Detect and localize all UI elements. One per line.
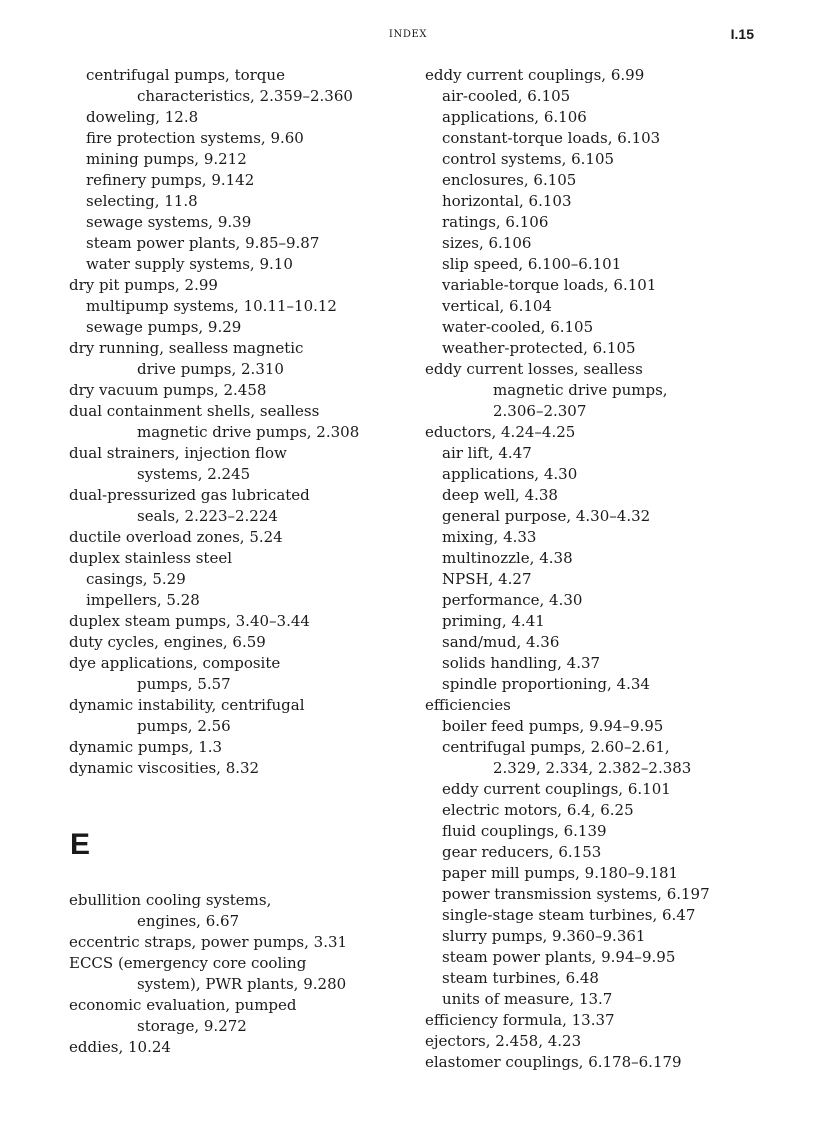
index-subentry: applications, 4.30 xyxy=(442,465,578,483)
index-entry-continuation: 2.306–2.307 xyxy=(493,402,587,420)
index-entry-continuation: drive pumps, 2.310 xyxy=(137,360,284,378)
index-subentry: mixing, 4.33 xyxy=(442,528,537,546)
index-entry: elastomer couplings, 6.178–6.179 xyxy=(425,1053,682,1071)
section-letter-heading: E xyxy=(70,828,91,861)
index-entry: economic evaluation, pumped xyxy=(69,996,297,1014)
index-subentry: refinery pumps, 9.142 xyxy=(86,171,255,189)
index-subentry: selecting, 11.8 xyxy=(86,192,198,210)
index-subentry: steam power plants, 9.85–9.87 xyxy=(86,234,320,252)
running-header-title: INDEX xyxy=(388,29,428,40)
index-subentry: horizontal, 6.103 xyxy=(442,192,572,210)
index-subentry: sand/mud, 4.36 xyxy=(442,633,560,651)
index-subentry: variable-torque loads, 6.101 xyxy=(442,276,657,294)
index-subentry: single-stage steam turbines, 6.47 xyxy=(442,906,696,924)
index-entry: eddy current losses, sealless xyxy=(425,360,643,378)
index-subentry: air-cooled, 6.105 xyxy=(442,87,571,105)
index-entry-continuation: pumps, 5.57 xyxy=(137,675,231,693)
index-entry-continuation: magnetic drive pumps, xyxy=(493,381,668,399)
index-subentry: sizes, 6.106 xyxy=(442,234,532,252)
index-entry: dual strainers, injection flow xyxy=(69,444,287,462)
index-subentry: paper mill pumps, 9.180–9.181 xyxy=(442,864,679,882)
index-entries-e-continued xyxy=(425,65,770,1073)
index-subentry: steam turbines, 6.48 xyxy=(442,969,599,987)
index-entry: dynamic instability, centrifugal xyxy=(69,696,305,714)
index-subentry: applications, 6.106 xyxy=(442,108,587,126)
index-subentry: slurry pumps, 9.360–9.361 xyxy=(442,927,646,945)
index-column-right xyxy=(425,65,770,1073)
index-entries-d-continued xyxy=(69,65,414,779)
index-subentry: NPSH, 4.27 xyxy=(442,570,532,588)
index-column-left xyxy=(69,65,414,1058)
index-entry: duplex stainless steel xyxy=(69,549,233,567)
index-subentry: priming, 4.41 xyxy=(442,612,545,630)
index-entry: eddy current couplings, 6.99 xyxy=(425,66,645,84)
index-entry-continuation: systems, 2.245 xyxy=(137,465,251,483)
index-subentry: control systems, 6.105 xyxy=(442,150,615,168)
index-entry-continuation: magnetic drive pumps, 2.308 xyxy=(137,423,360,441)
index-entries-e xyxy=(69,890,414,1058)
index-entry: dry vacuum pumps, 2.458 xyxy=(69,381,267,399)
index-subentry: impellers, 5.28 xyxy=(86,591,200,609)
index-entry: ebullition cooling systems, xyxy=(69,891,272,909)
index-subentry: gear reducers, 6.153 xyxy=(442,843,602,861)
index-subentry: sewage pumps, 9.29 xyxy=(86,318,242,336)
index-subentry: mining pumps, 9.212 xyxy=(86,150,247,168)
index-subentry: casings, 5.29 xyxy=(86,570,186,588)
index-subentry: centrifugal pumps, 2.60–2.61, xyxy=(442,738,670,756)
index-subentry: deep well, 4.38 xyxy=(442,486,558,504)
index-entry: ejectors, 2.458, 4.23 xyxy=(425,1032,582,1050)
index-entry: efficiencies xyxy=(425,696,511,714)
index-subentry: solids handling, 4.37 xyxy=(442,654,601,672)
index-subentry: performance, 4.30 xyxy=(442,591,583,609)
index-subentry: slip speed, 6.100–6.101 xyxy=(442,255,622,273)
index-subentry: fire protection systems, 9.60 xyxy=(86,129,304,147)
index-subentry: units of measure, 13.7 xyxy=(442,990,613,1008)
index-subentry: steam power plants, 9.94–9.95 xyxy=(442,948,676,966)
index-entry: dynamic viscosities, 8.32 xyxy=(69,759,260,777)
index-subentry: centrifugal pumps, torque xyxy=(86,66,285,84)
index-entry-continuation: characteristics, 2.359–2.360 xyxy=(137,87,353,105)
index-entry: eddies, 10.24 xyxy=(69,1038,171,1056)
index-subentry: eddy current couplings, 6.101 xyxy=(442,780,671,798)
index-entry-continuation: engines, 6.67 xyxy=(137,912,240,930)
index-entry-continuation: seals, 2.223–2.224 xyxy=(137,507,278,525)
index-subentry: sewage systems, 9.39 xyxy=(86,213,252,231)
index-subentry: spindle proportioning, 4.34 xyxy=(442,675,650,693)
index-entry: duty cycles, engines, 6.59 xyxy=(69,633,266,651)
index-subentry: water supply systems, 9.10 xyxy=(86,255,293,273)
index-subentry: ratings, 6.106 xyxy=(442,213,549,231)
index-subentry: power transmission systems, 6.197 xyxy=(442,885,710,903)
spacer xyxy=(69,779,414,800)
index-subentry: general purpose, 4.30–4.32 xyxy=(442,507,651,525)
index-entry-continuation: storage, 9.272 xyxy=(137,1017,247,1035)
index-subentry: vertical, 6.104 xyxy=(442,297,552,315)
page-number: I.15 xyxy=(730,26,754,42)
index-entry: dual-pressurized gas lubricated xyxy=(69,486,310,504)
index-entry-continuation: 2.329, 2.334, 2.382–2.383 xyxy=(493,759,692,777)
index-subentry: multinozzle, 4.38 xyxy=(442,549,573,567)
index-subentry: water-cooled, 6.105 xyxy=(442,318,594,336)
index-subentry: constant-torque loads, 6.103 xyxy=(442,129,661,147)
index-entry: eccentric straps, power pumps, 3.31 xyxy=(69,933,348,951)
index-entry: dry pit pumps, 2.99 xyxy=(69,276,218,294)
index-subentry: boiler feed pumps, 9.94–9.95 xyxy=(442,717,664,735)
index-subentry: weather-protected, 6.105 xyxy=(442,339,636,357)
index-entry-continuation: pumps, 2.56 xyxy=(137,717,231,735)
index-entry: dry running, sealless magnetic xyxy=(69,339,304,357)
index-entry: efficiency formula, 13.37 xyxy=(425,1011,615,1029)
index-entry: eductors, 4.24–4.25 xyxy=(425,423,576,441)
index-entry: dynamic pumps, 1.3 xyxy=(69,738,223,756)
index-subentry: electric motors, 6.4, 6.25 xyxy=(442,801,634,819)
index-subentry: air lift, 4.47 xyxy=(442,444,532,462)
index-subentry: doweling, 12.8 xyxy=(86,108,199,126)
index-entry: dye applications, composite xyxy=(69,654,281,672)
index-entry: dual containment shells, sealless xyxy=(69,402,320,420)
index-subentry: fluid couplings, 6.139 xyxy=(442,822,607,840)
index-entry: ECCS (emergency core cooling xyxy=(69,954,307,972)
index-entry: duplex steam pumps, 3.40–3.44 xyxy=(69,612,310,630)
index-subentry: multipump systems, 10.11–10.12 xyxy=(86,297,337,315)
index-entry: ductile overload zones, 5.24 xyxy=(69,528,283,546)
index-entry-continuation: system), PWR plants, 9.280 xyxy=(137,975,347,993)
index-subentry: enclosures, 6.105 xyxy=(442,171,577,189)
